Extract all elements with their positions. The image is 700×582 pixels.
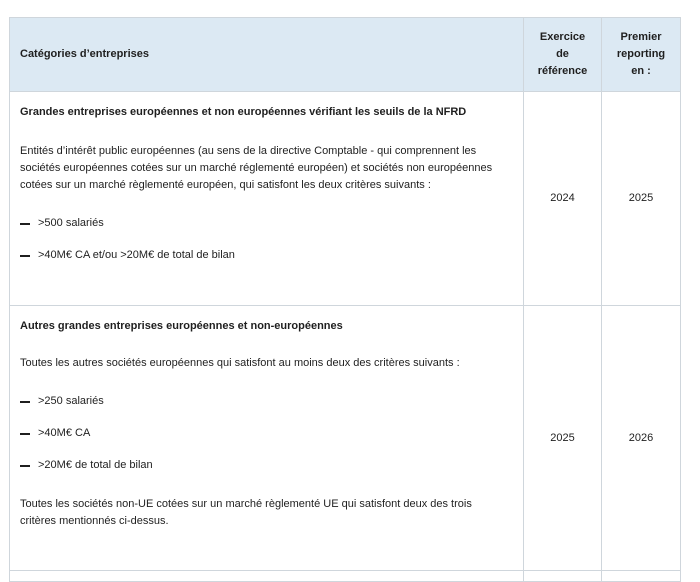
category-title: Autres grandes entreprises européennes et non-européennes — [20, 320, 343, 332]
empty-cell — [602, 571, 681, 582]
description-line: cotées sur un marché règlementé européen, qui satisfont les deux critères suivants : — [20, 179, 431, 191]
header-reporting-line: reporting — [616, 48, 666, 60]
criteria-item — [20, 247, 513, 264]
closing-line: Toutes les sociétés non-UE cotées sur un marché règlementé UE qui satisfont deux des trois — [20, 498, 472, 510]
description-line: sociétés européennes cotées sur un marché réglementé européen) et sociétés non européennes — [20, 162, 493, 174]
reporting-year: 2026 — [602, 306, 681, 571]
category-closing — [20, 496, 513, 530]
header-exercise-line: référence — [537, 65, 588, 77]
table-header-row — [10, 18, 681, 92]
header-reporting-line: Premier — [620, 31, 662, 43]
table-row — [10, 92, 681, 306]
category-cell — [10, 306, 524, 571]
header-reporting-line: en : — [631, 65, 651, 77]
exercise-year: 2025 — [524, 306, 602, 571]
criteria-item — [20, 457, 513, 474]
closing-line: critères mentionnés ci-dessus. — [20, 515, 169, 527]
header-reporting — [602, 18, 681, 92]
dash-bullet-icon — [20, 255, 30, 257]
header-exercise-line: Exercice — [539, 31, 586, 43]
header-exercise-line: de — [556, 48, 569, 60]
empty-cell — [524, 571, 602, 582]
criteria-text: >40M€ CA — [38, 427, 91, 439]
dash-bullet-icon — [20, 223, 30, 225]
companies-table — [9, 17, 681, 582]
category-title: Grandes entreprises européennes et non européennes vérifiant les seuils de la NFRD — [20, 106, 467, 118]
reporting-year: 2025 — [602, 92, 681, 306]
criteria-text: >40M€ CA et/ou >20M€ de total de bilan — [38, 249, 235, 261]
criteria-item — [20, 393, 513, 410]
table-row — [10, 306, 681, 571]
header-exercise — [524, 18, 602, 92]
category-cell — [10, 92, 524, 306]
criteria-text: >250 salariés — [38, 395, 104, 407]
criteria-item — [20, 215, 513, 232]
criteria-text: >20M€ de total de bilan — [38, 459, 153, 471]
category-description — [20, 143, 513, 194]
dash-bullet-icon — [20, 433, 30, 435]
table-row-partial — [10, 571, 681, 582]
exercise-year: 2024 — [524, 92, 602, 306]
description-line: Entités d’intérêt public européennes (au sens de la directive Comptable - qui comprennent les — [20, 145, 477, 157]
criteria-text: >500 salariés — [38, 217, 104, 229]
dash-bullet-icon — [20, 401, 30, 403]
dash-bullet-icon — [20, 465, 30, 467]
criteria-item — [20, 425, 513, 442]
category-description: Toutes les autres sociétés européennes qui satisfont au moins deux des critères suivants : — [20, 357, 460, 369]
header-category: Catégories d’entreprises — [10, 18, 524, 92]
empty-cell — [10, 571, 524, 582]
